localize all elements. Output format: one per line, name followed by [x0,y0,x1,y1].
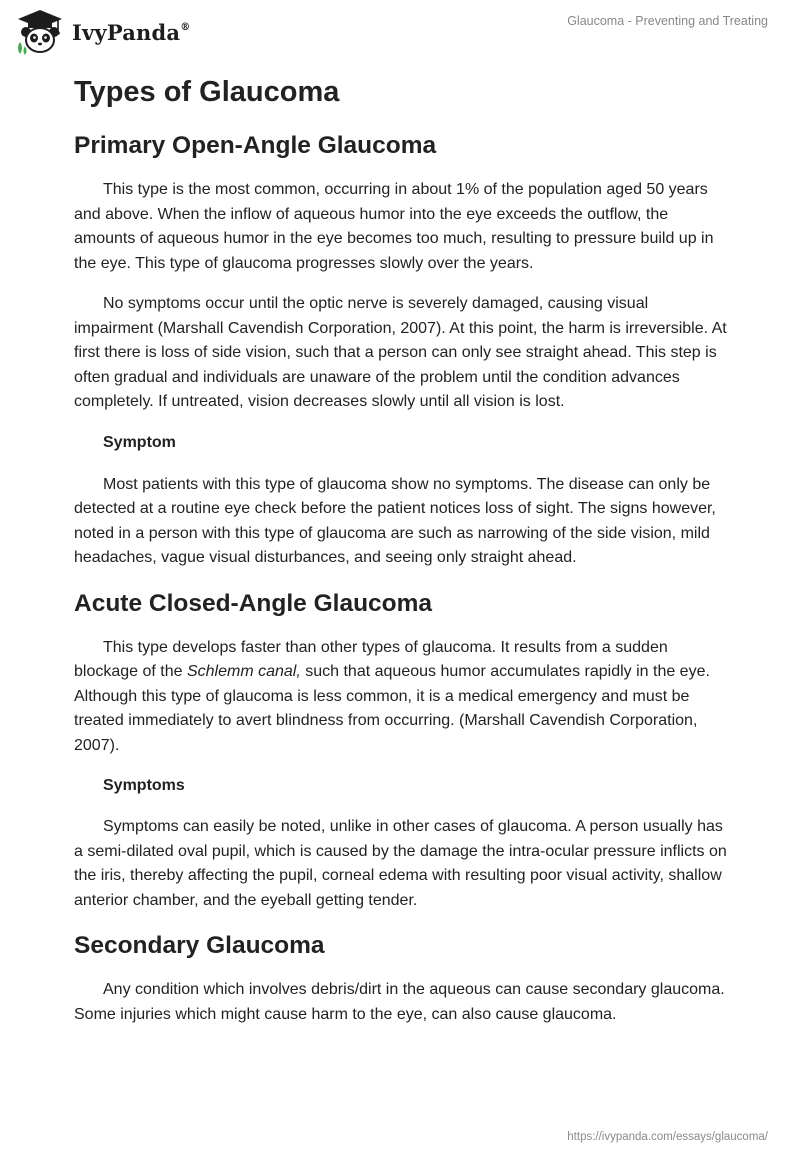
page-header [0,0,800,60]
paragraph: Most patients with this type of glaucoma show no symptoms. The disease can only be detected at a routine eye check before the patient notices loss of sight. The signs however, noted in a person with this type of glaucoma are such as narrowing of the side vision, mild headaches, vague visual disturbances, and seeing only straight ahead. [74,475,716,566]
section-heading: Secondary Glaucoma [74,932,325,959]
schlemm-canal-term: Schlemm canal, [186,663,301,680]
paragraph: This type develops faster than other types of glaucoma. It results from a sudden blockage of the Schlemm canal, such that aqueous humor accumulates rapidly in the eye. Although this type of glaucoma is less common, it is a medical emergency and must be treated immediately to avert blindness from occurring. (Marshall Cavendish Corporation, 2007). [74,638,710,754]
section-secondary [74,929,730,1027]
brand-name: IvyPanda® [72,19,191,45]
paragraph: Any condition which involves debris/dirt in the aqueous can cause secondary glaucoma. Some injuries which might cause harm to the eye, can also cause glaucoma. [74,981,725,1023]
essay-content [74,72,730,1027]
panda-graduate-logo-icon [14,8,66,56]
running-title: Glaucoma - Preventing and Treating [567,14,768,28]
paragraph: No symptoms occur until the optic nerve is severely damaged, causing visual impairment (Marshall Cavendish Corporation, 2007). At this point, the harm is irreversible. At first there is loss of side vision, such that a person can only see straight ahead. This step is often gradual and individuals are unaware of the problem until the condition advances completely. If untreated, vision decreases slowly until all vision is lost. [74,295,727,410]
section-acute-closed-angle [74,587,730,914]
subheading: Symptoms [103,777,185,794]
paragraph: This type is the most common, occurring in about 1% of the population aged 50 years and above. When the inflow of aqueous humor into the eye exceeds the outflow, the amounts of aqueous humor in the eye becomes too much, resulting to pressure build up in the eye. This type of glaucoma progresses slowly over the years. [74,181,714,272]
section-primary-open-angle [74,129,730,571]
section-heading: Acute Closed-Angle Glaucoma [74,589,433,617]
ivypanda-logo[interactable] [14,8,190,56]
source-url[interactable]: https://ivypanda.com/essays/glaucoma/ [567,1131,768,1143]
page-title: Types of Glaucoma [74,76,340,108]
section-heading: Primary Open-Angle Glaucoma [74,132,437,159]
subheading: Symptom [103,433,176,451]
paragraph: Symptoms can easily be noted, unlike in other cases of glaucoma. A person usually has a semi-dilated oval pupil, which is caused by the damage the intra-ocular pressure inflicts on the iris, thereby affecting the pupil, corneal edema with resulting poor visual activity, shallow anterior chamber, and the eyeball getting tender. [74,818,727,909]
